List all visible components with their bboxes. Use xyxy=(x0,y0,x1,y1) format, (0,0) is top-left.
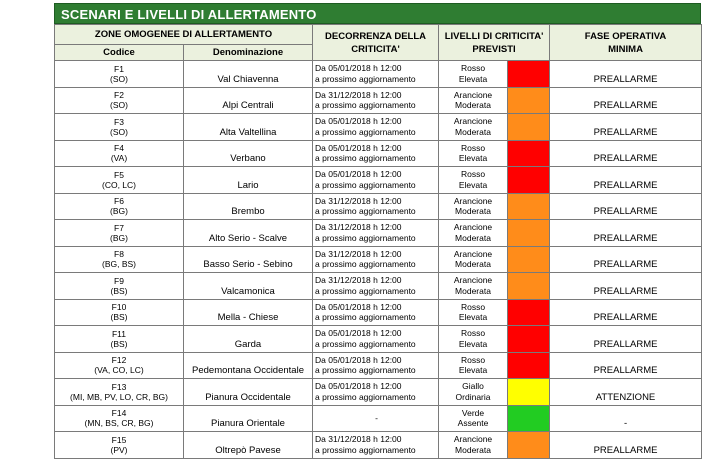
decorrenza-cell xyxy=(313,167,439,194)
level-cell xyxy=(439,273,508,300)
decorrenza-start: Da 31/12/2018 h 12:00 xyxy=(315,222,402,233)
decorrenza-cell xyxy=(313,299,439,326)
decorrenza-cell xyxy=(313,432,439,459)
decorrenza-start: Da 05/01/2018 h 12:00 xyxy=(315,169,402,180)
level-severity: Elevata xyxy=(458,338,488,349)
decorrenza-start: Da 05/01/2018 h 12:00 xyxy=(315,63,402,74)
zone-provinces: (SO) xyxy=(110,73,128,84)
zone-code: F13 xyxy=(111,381,127,392)
table-row xyxy=(55,326,702,353)
level-color-name: Rosso xyxy=(460,301,486,312)
zone-name: Mella - Chiese xyxy=(184,299,313,326)
level-color-swatch xyxy=(508,193,550,220)
zone-code: F6 xyxy=(114,196,124,207)
level-color-name: Arancione xyxy=(453,434,493,445)
table-body xyxy=(55,61,702,459)
zone-provinces: (BG) xyxy=(110,232,128,243)
table-row xyxy=(55,405,702,432)
level-cell xyxy=(439,167,508,194)
level-severity: Moderata xyxy=(455,259,491,270)
level-color-swatch xyxy=(508,273,550,300)
decorrenza-cell xyxy=(313,273,439,300)
table-row xyxy=(55,432,702,459)
decorrenza-end: a prossimo aggiornamento xyxy=(315,179,416,190)
decorrenza-cell xyxy=(313,405,439,432)
zone-code-cell xyxy=(55,220,184,247)
table-row xyxy=(55,140,702,167)
decorrenza-start: Da 05/01/2018 h 12:00 xyxy=(315,301,402,312)
zone-name: Alta Valtellina xyxy=(184,114,313,141)
level-color-swatch xyxy=(508,61,550,88)
fase-operativa: PREALLARME xyxy=(550,326,702,353)
zone-code-cell xyxy=(55,140,184,167)
zone-code: F14 xyxy=(111,408,127,419)
decorrenza-cell xyxy=(313,326,439,353)
level-color-swatch xyxy=(508,379,550,406)
zone-code: F15 xyxy=(111,434,127,445)
level-severity: Elevata xyxy=(458,153,488,164)
level-color-name: Rosso xyxy=(460,169,486,180)
table-row xyxy=(55,167,702,194)
fase-operativa: PREALLARME xyxy=(550,273,702,300)
zone-code: F1 xyxy=(114,63,124,74)
decorrenza-start: Da 05/01/2018 h 12:00 xyxy=(315,354,402,365)
zone-name: Val Chiavenna xyxy=(184,61,313,88)
table-row xyxy=(55,61,702,88)
level-color-name: Arancione xyxy=(453,248,493,259)
fase-operativa: PREALLARME xyxy=(550,167,702,194)
level-cell xyxy=(439,220,508,247)
zone-code: F11 xyxy=(111,328,127,339)
fase-operativa: PREALLARME xyxy=(550,432,702,459)
decorrenza-end: a prossimo aggiornamento xyxy=(315,206,416,217)
level-color-name: Rosso xyxy=(460,63,486,74)
zone-code-cell xyxy=(55,61,184,88)
level-cell xyxy=(439,326,508,353)
decorrenza-start: Da 05/01/2018 h 12:00 xyxy=(315,381,402,392)
zone-name: Pedemontana Occidentale xyxy=(184,352,313,379)
level-color-name: Arancione xyxy=(453,116,493,127)
zone-code-cell xyxy=(55,193,184,220)
fase-operativa: PREALLARME xyxy=(550,352,702,379)
decorrenza-start: Da 05/01/2018 h 12:00 xyxy=(315,116,402,127)
level-color-name: Arancione xyxy=(453,195,493,206)
fase-operativa: PREALLARME xyxy=(550,61,702,88)
table-row xyxy=(55,379,702,406)
level-severity: Moderata xyxy=(455,232,491,243)
decorrenza-start: Da 31/12/2018 h 12:00 xyxy=(315,434,402,445)
level-cell xyxy=(439,299,508,326)
fase-operativa: PREALLARME xyxy=(550,299,702,326)
decorrenza-cell xyxy=(313,114,439,141)
header-livelli: LIVELLI DI CRITICITA' PREVISTI xyxy=(439,25,550,61)
zone-provinces: (SO) xyxy=(110,100,128,111)
decorrenza-cell xyxy=(313,87,439,114)
fase-operativa: PREALLARME xyxy=(550,140,702,167)
zone-code: F4 xyxy=(114,143,124,154)
decorrenza-cell xyxy=(313,246,439,273)
decorrenza-end: a prossimo aggiornamento xyxy=(315,444,416,455)
level-color-name: Arancione xyxy=(453,89,493,100)
table-row xyxy=(55,220,702,247)
decorrenza-cell xyxy=(313,140,439,167)
decorrenza-end: a prossimo aggiornamento xyxy=(315,285,416,296)
level-color-name: Arancione xyxy=(453,222,493,233)
zone-code-cell xyxy=(55,352,184,379)
fase-operativa: PREALLARME xyxy=(550,220,702,247)
fase-operativa: - xyxy=(550,405,702,432)
level-cell xyxy=(439,379,508,406)
zone-provinces: (BG) xyxy=(110,206,128,217)
level-severity: Moderata xyxy=(455,100,491,111)
level-severity: Moderata xyxy=(455,126,491,137)
decorrenza-start: Da 31/12/2018 h 12:00 xyxy=(315,248,402,259)
level-cell xyxy=(439,352,508,379)
decorrenza-end: a prossimo aggiornamento xyxy=(315,338,416,349)
decorrenza-cell xyxy=(313,220,439,247)
level-color-swatch xyxy=(508,405,550,432)
level-color-swatch xyxy=(508,326,550,353)
zone-provinces: (MI, MB, PV, LO, CR, BG) xyxy=(70,391,168,402)
header-denominazione: Denominazione xyxy=(184,45,313,61)
table-row xyxy=(55,87,702,114)
decorrenza-start: Da 05/01/2018 h 12:00 xyxy=(315,142,402,153)
level-severity: Elevata xyxy=(458,73,488,84)
level-cell xyxy=(439,61,508,88)
zone-name: Oltrepò Pavese xyxy=(184,432,313,459)
zone-provinces: (VA, CO, LC) xyxy=(94,365,144,376)
level-severity: Elevata xyxy=(458,179,488,190)
decorrenza-cell xyxy=(313,379,439,406)
zone-provinces: (BS) xyxy=(110,312,128,323)
fase-operativa: PREALLARME xyxy=(550,246,702,273)
level-color-swatch xyxy=(508,140,550,167)
decorrenza-end: a prossimo aggiornamento xyxy=(315,73,416,84)
level-color-name: Verde xyxy=(461,407,485,418)
zone-code: F3 xyxy=(114,116,124,127)
decorrenza-end: a prossimo aggiornamento xyxy=(315,259,416,270)
zone-provinces: (MN, BS, CR, BG) xyxy=(84,418,154,429)
level-color-swatch xyxy=(508,87,550,114)
zone-name: Brembo xyxy=(184,193,313,220)
zone-code-cell xyxy=(55,114,184,141)
table-row xyxy=(55,193,702,220)
zone-provinces: (VA) xyxy=(110,153,128,164)
zone-provinces: (SO) xyxy=(110,126,128,137)
decorrenza-start: Da 31/12/2018 h 12:00 xyxy=(315,275,402,286)
decorrenza-end: a prossimo aggiornamento xyxy=(315,126,416,137)
level-severity: Moderata xyxy=(455,444,491,455)
header-codice: Codice xyxy=(55,45,184,61)
header-zone: ZONE OMOGENEE DI ALLERTAMENTO xyxy=(55,25,313,45)
level-color-name: Rosso xyxy=(460,328,486,339)
table-row xyxy=(55,114,702,141)
zone-code: F12 xyxy=(111,355,127,366)
fase-operativa: PREALLARME xyxy=(550,193,702,220)
zone-code-cell xyxy=(55,246,184,273)
decorrenza-cell xyxy=(313,61,439,88)
decorrenza-cell xyxy=(313,352,439,379)
zone-code: F7 xyxy=(114,222,124,233)
zone-provinces: (BS) xyxy=(110,285,128,296)
zone-provinces: (BS) xyxy=(110,338,128,349)
decorrenza-cell xyxy=(313,193,439,220)
decorrenza-end: a prossimo aggiornamento xyxy=(315,153,416,164)
zone-name: Pianura Orientale xyxy=(184,405,313,432)
zone-code-cell xyxy=(55,432,184,459)
zone-name: Basso Serio - Sebino xyxy=(184,246,313,273)
zone-code-cell xyxy=(55,379,184,406)
level-color-swatch xyxy=(508,246,550,273)
header-decorrenza: DECORRENZA DELLA CRITICITA' xyxy=(313,25,439,61)
decorrenza-end: a prossimo aggiornamento xyxy=(315,365,416,376)
document-title: SCENARI E LIVELLI DI ALLERTAMENTO xyxy=(54,3,701,24)
zone-code-cell xyxy=(55,273,184,300)
level-color-swatch xyxy=(508,220,550,247)
level-severity: Elevata xyxy=(458,312,488,323)
zone-code: F10 xyxy=(111,302,127,313)
zone-provinces: (CO, LC) xyxy=(102,179,136,190)
zone-name: Valcamonica xyxy=(184,273,313,300)
zone-code-cell xyxy=(55,405,184,432)
level-severity: Ordinaria xyxy=(455,391,491,402)
zone-code: F9 xyxy=(114,275,124,286)
decorrenza-end: a prossimo aggiornamento xyxy=(315,312,416,323)
zone-provinces: (BG, BS) xyxy=(101,259,136,270)
level-severity: Moderata xyxy=(455,206,491,217)
level-color-swatch xyxy=(508,114,550,141)
fase-operativa: ATTENZIONE xyxy=(550,379,702,406)
table-row xyxy=(55,273,702,300)
zone-name: Garda xyxy=(184,326,313,353)
level-severity: Elevata xyxy=(458,365,488,376)
decorrenza-start: Da 31/12/2018 h 12:00 xyxy=(315,89,402,100)
zone-code: F5 xyxy=(114,169,124,180)
level-cell xyxy=(439,405,508,432)
level-severity: Assente xyxy=(457,418,489,429)
level-cell xyxy=(439,114,508,141)
decorrenza-end: a prossimo aggiornamento xyxy=(315,100,416,111)
level-color-name: Arancione xyxy=(453,275,493,286)
decorrenza-start: Da 05/01/2018 h 12:00 xyxy=(315,328,402,339)
level-cell xyxy=(439,432,508,459)
zone-provinces: (PV) xyxy=(110,444,128,455)
zone-name: Verbano xyxy=(184,140,313,167)
level-color-name: Rosso xyxy=(460,142,486,153)
level-color-swatch xyxy=(508,432,550,459)
level-color-name: Giallo xyxy=(462,381,484,392)
zone-name: Alpi Centrali xyxy=(184,87,313,114)
alert-table xyxy=(54,24,702,459)
fase-operativa: PREALLARME xyxy=(550,87,702,114)
zone-code-cell xyxy=(55,326,184,353)
header-fase: FASE OPERATIVA MINIMA xyxy=(550,25,702,61)
zone-code-cell xyxy=(55,299,184,326)
level-color-swatch xyxy=(508,352,550,379)
level-cell xyxy=(439,246,508,273)
zone-name: Alto Serio - Scalve xyxy=(184,220,313,247)
zone-code: F2 xyxy=(114,90,124,101)
zone-code-cell xyxy=(55,167,184,194)
decorrenza-end: a prossimo aggiornamento xyxy=(315,232,416,243)
level-cell xyxy=(439,193,508,220)
decorrenza-start: - xyxy=(375,413,378,423)
decorrenza-start: Da 31/12/2018 h 12:00 xyxy=(315,195,402,206)
table-row xyxy=(55,299,702,326)
zone-code: F8 xyxy=(114,249,124,260)
level-cell xyxy=(439,140,508,167)
table-row xyxy=(55,352,702,379)
level-color-name: Rosso xyxy=(460,354,486,365)
level-cell xyxy=(439,87,508,114)
fase-operativa: PREALLARME xyxy=(550,114,702,141)
zone-name: Lario xyxy=(184,167,313,194)
level-color-swatch xyxy=(508,167,550,194)
zone-name: Pianura Occidentale xyxy=(184,379,313,406)
zone-code-cell xyxy=(55,87,184,114)
level-color-swatch xyxy=(508,299,550,326)
alert-document xyxy=(54,3,701,459)
table-row xyxy=(55,246,702,273)
level-severity: Moderata xyxy=(455,285,491,296)
decorrenza-end: a prossimo aggiornamento xyxy=(315,391,416,402)
